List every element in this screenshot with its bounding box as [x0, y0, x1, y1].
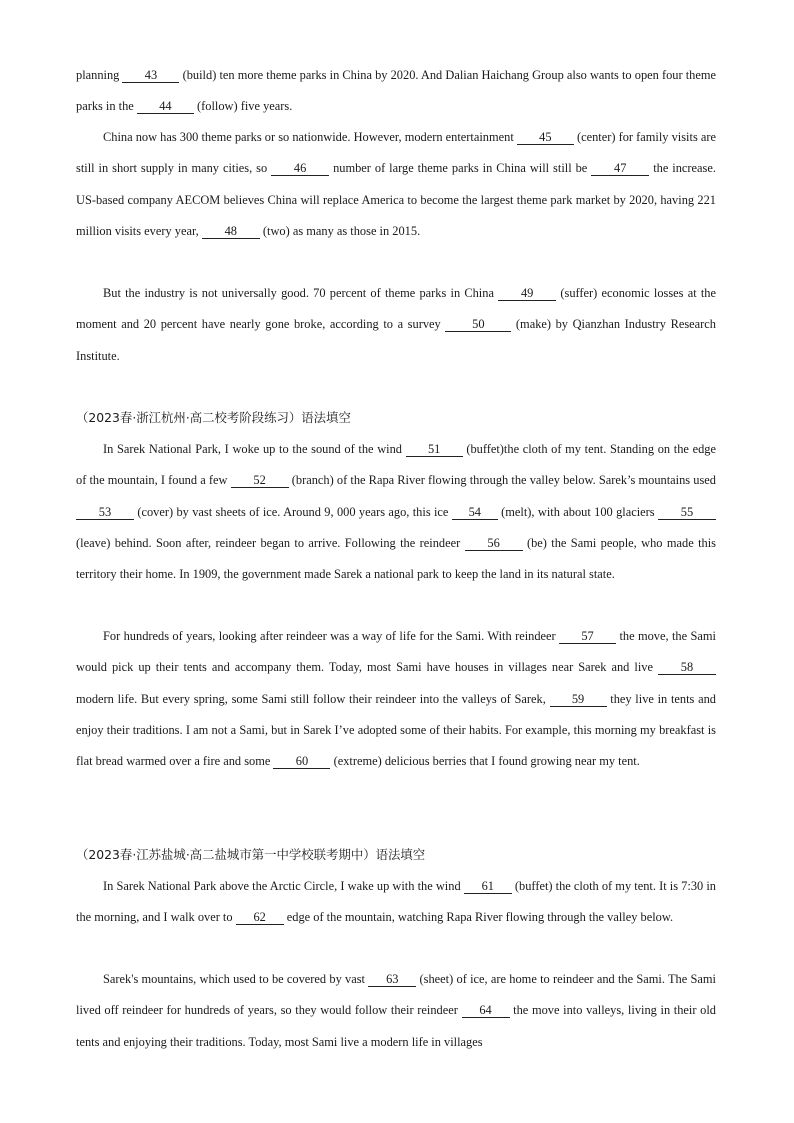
- answer-blank-46[interactable]: 46: [271, 161, 329, 176]
- paragraph-theme-parks-2: China now has 300 theme parks or so nationwide. However, modern entertainment 45 (center) for family visits are still in short supply in many cities, so 46 number of large theme parks in China will still be 47 the increase. US-based company AECOM believes China will replace America to become the largest theme park market by 2020, having 221 million visits every year, 48 (two) as many as those in 2015.: [76, 130, 716, 238]
- answer-blank-59[interactable]: 59: [550, 692, 607, 707]
- answer-blank-62[interactable]: 62: [236, 910, 284, 925]
- paragraph-theme-parks-3: But the industry is not universally good. 70 percent of theme parks in China 49 (suffer) economic losses at the moment and 20 percent have nearly gone broke, according to a survey 50 (make) by Qianzhan Industry Research Institute.: [76, 286, 716, 363]
- answer-blank-48[interactable]: 48: [202, 224, 260, 239]
- answer-blank-57[interactable]: 57: [559, 629, 616, 644]
- paragraph-sarek-alt-1: In Sarek National Park above the Arctic Circle, I wake up with the wind 61 (buffet) the cloth of my tent. It is 7:30 in the morning, and I walk over to 62 edge of the mountain, watching Rapa River flowing through the valley below.: [76, 879, 716, 925]
- answer-blank-44[interactable]: 44: [137, 99, 194, 114]
- answer-blank-63[interactable]: 63: [368, 972, 416, 987]
- answer-blank-58[interactable]: 58: [658, 660, 716, 675]
- answer-blank-50[interactable]: 50: [445, 317, 511, 332]
- answer-blank-53[interactable]: 53: [76, 505, 134, 520]
- answer-blank-55[interactable]: 55: [658, 505, 716, 520]
- answer-blank-52[interactable]: 52: [231, 473, 289, 488]
- paragraph-sarek-2: For hundreds of years, looking after reindeer was a way of life for the Sami. With reindeer 57 the move, the Sami would pick up their tents and accompany them. Today, most Sami have houses in villages near Sarek and live 58 modern life. But every spring, some Sami still follow their reindeer into the valleys of Sarek, 59 they live in tents and enjoy their traditions. I am not a Sami, but in Sarek I’ve adopted some of their habits. For example, this morning my breakfast is flat bread warmed over a fire and some 60 (extreme) delicious berries that I found growing near my tent.: [76, 629, 716, 769]
- section-heading-yancheng: （2023春·江苏盐城·高二盐城市第一中学校联考期中）语法填空: [76, 847, 426, 862]
- answer-blank-49[interactable]: 49: [498, 286, 556, 301]
- paragraph-sarek-alt-2: Sarek's mountains, which used to be covered by vast 63 (sheet) of ice, are home to reindeer and the Sami. The Sami lived off reindeer for hundreds of years, so they would follow their reindeer 64 the move into valleys, living in their old tents and enjoying their traditions. Today, most Sami live a modern life in villages: [76, 972, 716, 1049]
- answer-blank-56[interactable]: 56: [465, 536, 523, 551]
- answer-blank-64[interactable]: 64: [462, 1003, 510, 1018]
- answer-blank-47[interactable]: 47: [591, 161, 649, 176]
- answer-blank-43[interactable]: 43: [122, 68, 179, 83]
- answer-blank-61[interactable]: 61: [464, 879, 512, 894]
- section-heading-hangzhou: （2023春·浙江杭州·高二校考阶段练习）语法填空: [76, 410, 351, 425]
- answer-blank-51[interactable]: 51: [406, 442, 463, 457]
- answer-blank-60[interactable]: 60: [273, 754, 330, 769]
- paragraph-theme-parks-1: planning 43 (build) ten more theme parks in China by 2020. And Dalian Haichang Group also wants to open four theme parks in the 44 (follow) five years.: [76, 68, 716, 114]
- answer-blank-54[interactable]: 54: [452, 505, 498, 520]
- paragraph-sarek-1: In Sarek National Park, I woke up to the sound of the wind 51 (buffet)the cloth of my tent. Standing on the edge of the mountain, I found a few 52 (branch) of the Rapa River flowing through the valley below. Sarek’s mountains used 53 (cover) by vast sheets of ice. Around 9, 000 years ago, this ice 54 (melt), with about 100 glaciers 55 (leave) behind. Soon after, reindeer began to arrive. Following the reindeer 56 (be) the Sami people, who made this territory their home. In 1909, the government made Sarek a national park to keep the land in its natural state.: [76, 442, 717, 582]
- answer-blank-45[interactable]: 45: [517, 130, 574, 145]
